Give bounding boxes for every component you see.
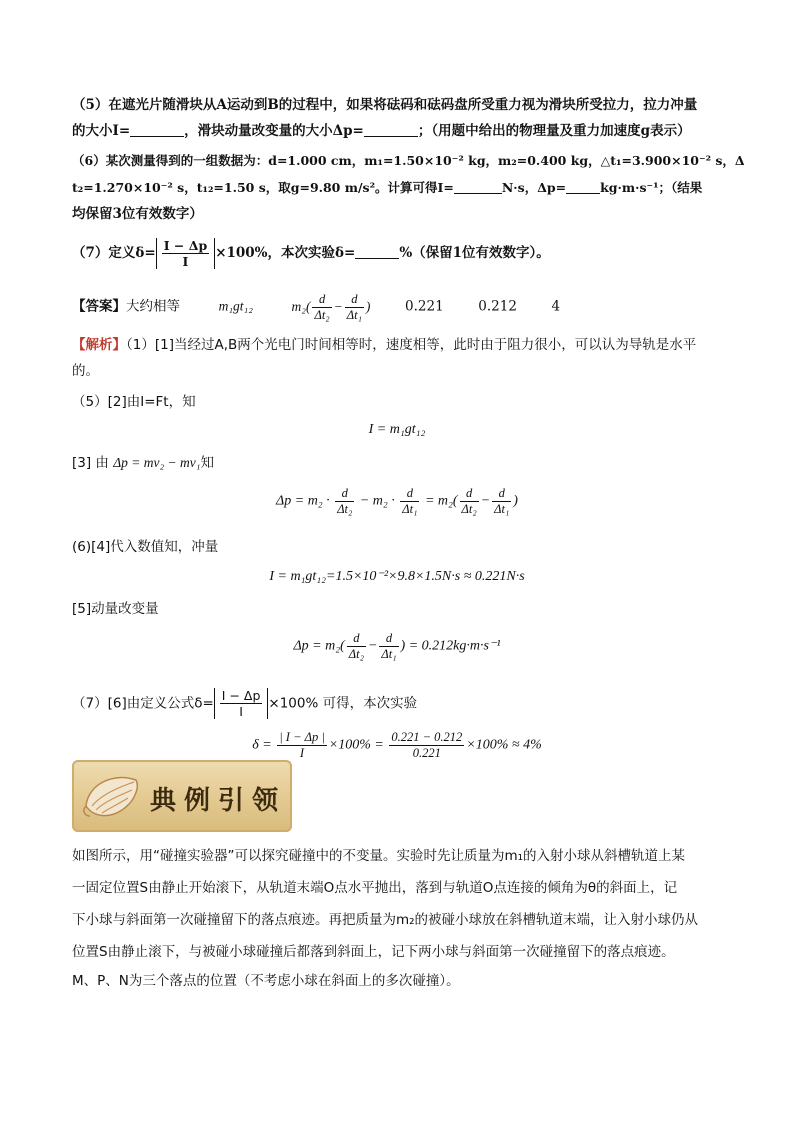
eq5-frac1-den: I <box>299 746 305 760</box>
eq2-frac2-num: d <box>400 486 419 502</box>
eq4-minus: − <box>367 638 378 654</box>
answer-blank-dp[interactable] <box>364 122 418 137</box>
eq2-part-b: − m₂ · <box>359 493 395 509</box>
eq2-frac3-num: d <box>460 486 479 502</box>
section-banner <box>72 760 292 832</box>
answer-blank-delta[interactable] <box>355 244 399 259</box>
equation-delta <box>0 730 794 761</box>
q7-times: ×100%，本次实验δ= <box>215 245 356 261</box>
answer-3-minus: − <box>333 298 343 314</box>
answer-6: 4 <box>551 298 561 315</box>
answer-3-den1: Δt₂ <box>314 308 330 322</box>
q7-frac-num: I − Δp <box>163 238 208 253</box>
eq2-frac3-den: Δt₂ <box>461 502 477 516</box>
eq5-part-a: δ = <box>252 737 272 753</box>
eq4-frac2-den: Δt₁ <box>381 647 397 661</box>
eq5-frac1-num: | I − Δp | <box>279 730 325 744</box>
answer-5: 0.212 <box>478 298 517 315</box>
eq2-frac1-den: Δt₂ <box>337 502 353 516</box>
eq2-close: ) <box>513 493 518 509</box>
analysis-p1 <box>72 335 696 355</box>
banner-title: 典例引领 <box>150 786 287 816</box>
q7-prefix: （7）定义δ= <box>72 245 156 261</box>
q7-suffix: %（保留1位有效数字）。 <box>399 245 550 261</box>
analysis-p2: （5）[2]由I=Ft，知 <box>72 394 196 410</box>
analysis-p6-a: （7）[6]由定义公式δ= <box>72 695 214 712</box>
eq2-frac4-num: d <box>492 486 511 502</box>
eq2-frac4-den: Δt₁ <box>494 502 510 516</box>
eq5-part-c: ×100% ≈ 4% <box>466 737 542 753</box>
answer-blank-dp-value[interactable] <box>566 179 600 194</box>
eq2-minus: − <box>480 493 491 509</box>
example-line1: 如图所示，用“碰撞实验器”可以探究碰撞中的不变量。实验时先让质量为m₁的入射小球从斜槽轨道上某 <box>72 848 686 864</box>
answer-1: 大约相等 <box>126 298 180 315</box>
analysis-p3-b: 知 <box>200 455 214 471</box>
answer-2: m₁gt₁₂ <box>218 298 253 314</box>
example-line5: M、P、N为三个落点的位置（不考虑小球在斜面上的多次碰撞）。 <box>72 973 460 989</box>
eq4-part-a: Δp = m₂( <box>293 638 345 654</box>
q6-text-c: kg·m·s⁻¹；（结果 <box>600 180 703 195</box>
q5-text-b: ，滑块动量改变量的大小Δp= <box>184 123 364 139</box>
eq2-part-a: Δp = m₂ · <box>276 493 330 509</box>
eq2-frac1-num: d <box>335 486 354 502</box>
answer-3-num2: d <box>345 292 364 308</box>
eq5-part-b: ×100% = <box>328 737 384 753</box>
q6-text-b: N·s，Δp= <box>501 180 567 195</box>
p6-frac-den: I <box>239 704 243 719</box>
eq2-frac2-den: Δt₁ <box>402 502 418 516</box>
analysis-p5: [5]动量改变量 <box>72 601 159 617</box>
q6-line2 <box>72 178 702 198</box>
analysis-p6-b: ×100% 可得，本次实验 <box>268 695 418 712</box>
example-line3: 下小球与斜面第一次碰撞留下的落点痕迹。再把质量为m₂的被碰小球放在斜槽轨道末端，让入射小球仍从 <box>72 912 699 928</box>
answer-3-open: m₂( <box>291 298 311 314</box>
answer-blank-I-value[interactable] <box>454 179 502 194</box>
analysis-p6-abs <box>214 688 269 719</box>
analysis-p3-eq: Δp = mv₂ − mv₁ <box>113 455 201 470</box>
q7-frac-den: I <box>182 254 189 269</box>
answer-3-close: ) <box>365 298 371 314</box>
analysis-p1-text: （1）[1]当经过A,B两个光电门时间相等时，速度相等，此时由于阻力很小，可以认为导轨是水平 <box>126 337 697 353</box>
q6-text-a: t₂=1.270×10⁻² s，t₁₂=1.50 s，取g=9.80 m/s²。计算可得I= <box>72 180 454 195</box>
analysis-p3-a: [3] 由 <box>72 455 109 471</box>
q5-line2 <box>72 121 691 141</box>
analysis-p1b: 的。 <box>72 363 99 379</box>
eq4-frac1-num: d <box>347 631 366 647</box>
analysis-p4: (6)[4]代入数值知，冲量 <box>72 539 219 555</box>
q5-line1: （5）在遮光片随滑块从A运动到B的过程中，如果将砝码和砝码盘所受重力视为滑块所受拉力，拉力冲量 <box>72 97 698 113</box>
equation-impulse-value: I = m₁gt₁₂=1.5×10⁻²×9.8×1.5N·s ≈ 0.221N·s <box>269 569 525 584</box>
q7-line <box>72 238 550 269</box>
equation-momentum-change <box>0 486 794 517</box>
q7-abs-fraction <box>156 238 215 269</box>
eq4-part-b: ) = 0.212kg·m·s⁻¹ <box>400 638 501 654</box>
eq5-frac2-num: 0.221 − 0.212 <box>391 730 463 744</box>
answer-label: 【答案】 <box>72 298 126 315</box>
q6-line1: （6）某次测量得到的一组数据为：d=1.000 cm，m₁=1.50×10⁻² kg，m₂=0.400 kg，△t₁=3.900×10⁻² s，Δ <box>72 153 745 168</box>
q6-line3: 均保留3位有效数字） <box>72 206 203 222</box>
analysis-label: 【解析】 <box>72 337 126 353</box>
analysis-p3 <box>72 453 214 473</box>
answer-4: 0.221 <box>405 298 444 315</box>
answer-3-den2: Δt₁ <box>346 308 362 322</box>
q5-text-a: 的大小I= <box>72 123 131 139</box>
analysis-p6 <box>72 688 417 719</box>
answer-3 <box>291 292 371 322</box>
example-line2: 一固定位置S由静止开始滚下，从轨道末端O点水平抛出，落到与轨道O点连接的倾角为θ的斜面上，记 <box>72 880 678 896</box>
equation-impulse: I = m₁gt₁₂ <box>368 422 426 437</box>
eq4-frac2-num: d <box>379 631 398 647</box>
eq4-frac1-den: Δt₂ <box>348 647 364 661</box>
equation-momentum-value <box>0 631 794 662</box>
p6-frac-num: I − Δp <box>221 688 261 703</box>
q5-text-c: ；（用题中给出的物理量及重力加速度g表示） <box>417 123 691 139</box>
answer-3-num1: d <box>312 292 331 308</box>
answer-line <box>72 292 560 323</box>
answer-blank-I[interactable] <box>130 122 184 137</box>
example-line4: 位置S由静止滚下，与被碰小球碰撞后都落到斜面上，记下两小球与斜面第一次碰撞留下的落点痕迹。 <box>72 944 675 960</box>
eq5-frac2-den: 0.221 <box>412 746 441 760</box>
seashell-icon <box>78 766 148 826</box>
eq2-part-c: = m₂( <box>424 493 458 509</box>
